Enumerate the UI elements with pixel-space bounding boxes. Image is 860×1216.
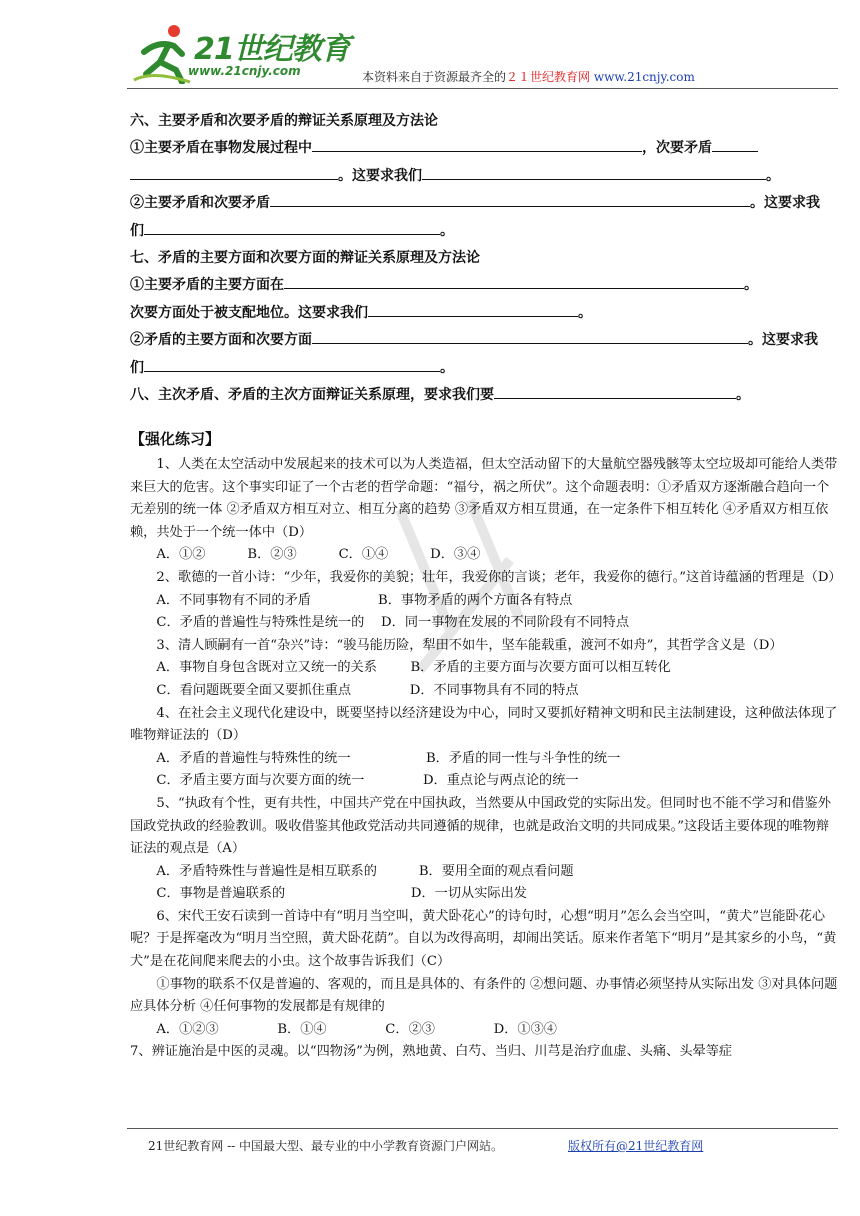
blank[interactable]	[144, 357, 440, 372]
practice-title: 【强化练习】	[130, 430, 221, 448]
blank[interactable]	[422, 165, 766, 180]
question-3: 3、清人顾嗣有一首“杂兴”诗：“骏马能历险，犁田不如牛，坚车能载重，渡河不如舟”，其哲学含义是（D）	[156, 637, 783, 653]
practice-questions	[130, 454, 842, 1064]
section-6-title: 六、主要矛盾和次要矛盾的辩证关系原理及方法论	[130, 113, 438, 129]
question-2-options-b: C．矛盾的普遍性与特殊性是统一的 D．同一事物在发展的不同阶段有不同特点	[156, 615, 630, 631]
header-note	[362, 68, 695, 85]
text: 。	[736, 387, 750, 404]
text: 。这要求我们	[338, 167, 422, 184]
question-2: 2、歌德的一首小诗：“少年，我爱你的美貌；壮年，我爱你的言谈；老年，我爱你的德行。”这首诗蕴涵的哲理是（D）	[156, 569, 842, 585]
section-7-line-1	[130, 272, 842, 299]
text: 。	[440, 359, 454, 376]
text: 八、主次矛盾、矛盾的主次方面辩证关系原理，要求我们要	[130, 387, 494, 404]
question-3-options-a: A．事物自身包含既对立又统一的关系 B．矛盾的主要方面与次要方面可以相互转化	[156, 660, 671, 676]
blank[interactable]	[494, 384, 736, 399]
header-note-site[interactable]: ２１世纪教育网	[506, 70, 591, 84]
section-6-line-1	[130, 135, 842, 162]
question-7: 7、辨证施治是中医的灵魂。以“四物汤”为例，熟地黄、白芍、当归、川芎是治疗血虚、头痛、头晕等症	[130, 1044, 733, 1060]
question-5-options-a: A．矛盾特殊性与普遍性是相互联系的 B．要用全面的观点看问题	[156, 863, 574, 879]
section-6-line-2	[130, 163, 842, 190]
section-7-line-2	[130, 300, 842, 327]
question-4-options-b: C．矛盾主要方面与次要方面的统一 D．重点论与两点论的统一	[156, 773, 579, 789]
text: 。	[744, 277, 758, 294]
section-7-line-3	[130, 327, 842, 354]
blank[interactable]	[312, 137, 642, 152]
blank[interactable]	[284, 274, 744, 289]
text: 。这要求我	[748, 332, 818, 349]
blank[interactable]	[144, 220, 440, 235]
blank[interactable]	[368, 302, 578, 317]
text: 。这要求我	[750, 195, 820, 212]
text: ，次要矛盾	[642, 140, 712, 157]
blank[interactable]	[130, 165, 338, 180]
blank[interactable]	[712, 137, 758, 152]
question-6-statements: ①事物的联系不仅是普遍的、客观的，而且是具体的、有条件的 ②想问题、办事情必须坚持从实际出发 ③对具体问题应具体分析 ④任何事物的发展都是有规律的	[130, 976, 838, 1015]
blank[interactable]	[312, 329, 748, 344]
blank[interactable]	[270, 192, 750, 207]
text: ①主要矛盾在事物发展过程中	[130, 140, 312, 157]
text: 们	[130, 359, 144, 376]
question-4: 4、在社会主义现代化建设中，既要坚持以经济建设为中心，同时又要抓好精神文明和民主法制建设，这种做法体现了唯物辩证法的（D）	[130, 705, 838, 744]
question-3-options-b: C．看问题既要全面又要抓住重点 D．不同事物具有不同的特点	[156, 682, 579, 698]
site-logo	[130, 22, 350, 84]
question-2-options-a: A．不同事物有不同的矛盾 B．事物矛盾的两个方面各有特点	[156, 592, 573, 608]
footer-left-text: 21世纪教育网 -- 中国最大型、最专业的中小学教育资源门户网站。	[148, 1139, 504, 1153]
question-6: 6、宋代王安石读到一首诗中有“明月当空叫，黄犬卧花心”的诗句时，心想“明月”怎么会当空叫，“黄犬”岂能卧花心呢？于是挥毫改为“明月当空照，黄犬卧花荫”。自以为改得高明，却闹出笑话。原来作者笔下“明月”是其家乡的小鸟，“黄犬”是在花间爬来爬去的小虫。这个故事告诉我们（C）	[130, 908, 837, 970]
text: ①主要矛盾的主要方面在	[130, 277, 284, 294]
section-6-line-4	[130, 218, 842, 245]
question-5: 5、“执政有个性，更有共性，中国共产党在中国执政，当然要从中国政党的实际出发。但同时也不能不学习和借鉴外国政党执政的经验教训。吸收借鉴其他政党活动共同遵循的规律，也就是政治文明的共同成果。”这段话主要体现的唯物辩证法的观点是（A）	[130, 795, 831, 857]
section-7-line-4	[130, 355, 842, 382]
text: 们	[130, 222, 144, 239]
section-7-title: 七、矛盾的主要方面和次要方面的辩证关系原理及方法论	[130, 250, 480, 267]
logo-brand-text: 21世纪教育	[194, 32, 350, 67]
header-note-prefix: 本资料来自于资源最齐全的	[362, 70, 507, 84]
question-4-options-a: A．矛盾的普遍性与特殊性的统一 B．矛盾的同一性与斗争性的统一	[156, 750, 621, 766]
header-note-url[interactable]: www.21cnjy.com	[593, 70, 695, 84]
text: 。	[578, 304, 592, 321]
outline-section	[130, 108, 842, 409]
header-divider	[127, 88, 838, 89]
text: ②矛盾的主要方面和次要方面	[130, 332, 312, 349]
text: 次要方面处于被支配地位。这要求我们	[130, 304, 368, 321]
footer	[148, 1137, 704, 1154]
section-6-line-3	[130, 190, 842, 217]
text: ②主要矛盾和次要矛盾	[130, 195, 270, 212]
footer-divider	[127, 1128, 838, 1129]
text: 。	[440, 222, 454, 239]
question-5-options-b: C．事物是普遍联系的 D．一切从实际出发	[156, 886, 527, 902]
footer-copyright-link[interactable]: 版权所有@21世纪教育网	[568, 1139, 704, 1153]
section-8-line	[130, 382, 842, 409]
question-1-options: A．①② B．②③ C．①④ D．③④	[156, 547, 481, 563]
question-6-options: A．①②③ B．①④ C．②③ D．①③④	[156, 1021, 557, 1037]
logo-url-text: www.21cnjy.com	[188, 64, 301, 78]
text: 。	[766, 167, 780, 184]
question-1: 1、人类在太空活动中发展起来的技术可以为人类造福，但太空活动留下的大量航空器残骸等太空垃圾却可能给人类带来巨大的危害。这个事实印证了一个古老的哲学命题：“福兮，祸之所伏”。这个命题表明：①矛盾双方逐渐融合趋向一个无差别的统一体 ②矛盾双方相互对立、相互分离的趋势 ③矛盾双方相互贯通，在一定条件下相互转化 ④矛盾双方相互依赖，共处于一个统一体中（D）	[130, 457, 838, 540]
